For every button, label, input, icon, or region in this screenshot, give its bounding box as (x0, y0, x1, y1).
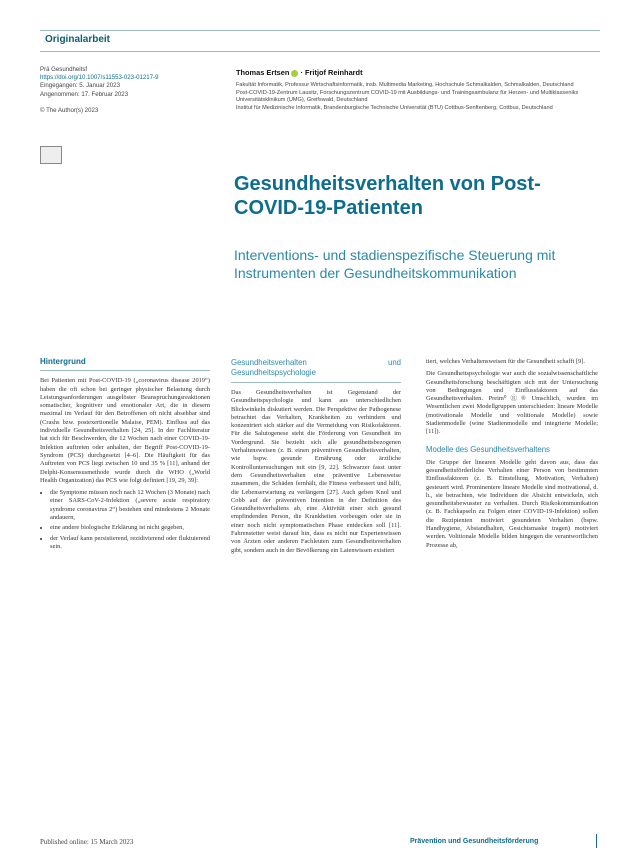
column-2 (231, 358, 401, 559)
author-2: · Fritjof Reinhardt (300, 68, 363, 77)
doi-link[interactable]: https://doi.org/10.1007/s11553-023-01217-9 (40, 74, 159, 82)
section-heading: Hintergrund (40, 357, 86, 366)
paragraph: tiert, welches Verhaltensweisen für die Gesundheit schafft [9]. (426, 358, 585, 365)
affiliation: Post-COVID-19-Zentrum Lausitz, Forschungszentrum COVID-19 mit Ausbildungs- und Trainingsambulanz für Herzen- und Multiklasseniks Universitätsklinikum (UMG), Greifswald, Deutschland (236, 89, 579, 104)
published-date: Published online: 15 March 2023 (40, 838, 134, 846)
journal-name: Prä Gesundheitsf (40, 66, 88, 73)
paragraph: Die Gesundheitspsychologie war auch die sozialwissenschaftliche Gesundheitsforschung beschäftigten sich mit der Untersuchung von Bedingungen und Einflussfaktoren auf das Gesundheitsverhalten. Preim⁰Ⓡ® Umschlich, wurden im Wesentlichen zwei Modellgruppen unterschieden: lineare Modelle (motivationale Modelle und volitionale Modelle) sowie Stadienmodelle (wine Stadienmodelle und integrierte Modelle; [11]). (426, 370, 598, 436)
affiliations (236, 82, 596, 112)
subsection-heading: Modelle des Gesundheitsverhaltens (426, 444, 550, 454)
article-subtitle: Interventions- und stadienspezifische Steuerung mit Instrumenten der Gesundheitskommunikation (234, 247, 556, 281)
footer-rule (596, 834, 597, 848)
column-3 (426, 358, 598, 554)
paragraph: Bei Patienten mit Post-COVID-19 („coronavirus disease 2019“) haben die oft schon bei geringer physischer Belastung durch Leistungsanforderungen ausgelöster Beanspruchungsreaktionen somatischer, kognitiver und emotionaler Art, die in diesem maximal im Verlauf für den Betroffenen oft nicht absehbar sind (Crashs bzw. postexertionelle Malaise, PEM). Einfluss auf das individuelle Gesundheitsverhalten [24, 25]. In der Fachliteratur hat sich für Beschwerden, die 12 Wochen nach einer COVID-19-Infektion auftreten oder anhalten, der Begriff Post-COVID-19-Syndrom (PCS) durchgesetzt [4–6]. Die Häufigkeit für das Auftreten von PCS liegt zwischen 10 und 35 % [11], anhand der Delphi-Konsensusmethode wurde durch die WHO („World Health Organization) das PCS wie folgt definiert [19, 29, 39]: (40, 377, 210, 484)
received-date: Eingegangen: 5. Januar 2023 (40, 82, 120, 90)
paragraph: Das Gesundheitsverhalten ist Gegenstand der Gesundheitspsychologie und kann aus unterschiedlichen Blickwinkeln diskutiert werden. Die Perspektive der Pathogenese betrachtet das Verhalten, Krankheiten zu verhindern und konzentriert sich stärker auf die Vermeidung von Risikofaktoren. Für die Salutogenese steht die Förderung von Gesundheit im Vordergrund. Sie bezieht sich alle gesundheitsbezogenen Verhaltensweisen (z. B. einen präventiven Gesundheitsverhalten, wie bspw. gesunde Ernährung oder ärztliche Kontrolluntersuchungen mit ein [9, 22]. Schwarzer fasst unter dem Gesundheitsverhalten eine präventive Lebensweise zusammen, die Schäden fernhält, die Fitness verbessert und hilft, die Lebenserwartung zu verlängern [27]. Auch geben Knol und Cobb auf der präventiven Intention in der Definition des Gesundheitsverhaltens ab, eine Aktivität einer sich gesund empfindenden Person, die Krankheiten vorbeugen oder sie in einer noch nicht symptomatischen Phase entdecken soll [11]. Fahrenstetter weist darauf hin, dass es nicht nur Expertenwissen von Ärzten oder anderen Fachleuten zum Gesundheitsverhalten gibt, sondern auch in der Bevölkerung ein Laienwissen existiert (231, 389, 401, 554)
list-item: • die Symptome müssen noch nach 12 Wochen (3 Monate) nach einer SARS-CoV-2-Infektion („severe acute respiratory syndrome coronavirus 2“) bestehen und mindestens 2 Monate andauern, (50, 489, 210, 522)
authors (236, 68, 363, 77)
journal-footer: Prävention und Gesundheitsförderung (410, 838, 539, 845)
divider (40, 370, 210, 371)
paragraph: Die Gruppe der linearen Modelle geht davon aus, dass das gesundheitsförderliche Verhalten einer Person von bestimmten Einflussfaktoren (z. B. Einstellung, Motivation, Verhalten) gesteuert wird. Prominentere lineare Modelle sind motivational, d. h., sie betrachten, wie Individuen die Absicht entwickeln, sich gesundheitsbewusster zu verhalten. Durch Risikokommunikation (z. B. Fachkapseln zu Folgen einer COVID-19-Infektion) sollen die Rezipienten motiviert gesundeten Verhalten (bspw. Handhygiene, Abstandhalten, Gesichtsmaske tragen) motiviert werden. Volitionale Modelle bilden hingegen die verantwortlichen Prozesse ab, (426, 458, 598, 549)
article-title: Gesundheitsverhalten von Post-COVID-19-Patienten (234, 173, 541, 219)
open-access-logo-icon (40, 146, 62, 164)
affiliation: Institut für Medizinische Informatik, Brandenburgische Technische Universität (BTU) Cottbus-Senftenberg, Cottbus, Deutschland (236, 104, 553, 111)
affiliation: Fakultät Informatik, Professur Wirtschaftsinformatik, insb. Multimedia Marketing, Hochschule Schmalkalden, Schmalkalden, Deutschland (236, 82, 574, 88)
article-meta (40, 66, 190, 115)
section-bar (40, 30, 600, 52)
section-heading: Gesundheitsverhalten und Gesundheitspsychologie (231, 358, 401, 377)
section-label: Originalarbeit (45, 34, 111, 45)
accepted-date: Angenommen: 17. Februar 2023 (40, 90, 129, 98)
divider (231, 382, 401, 383)
orcid-icon[interactable] (291, 70, 298, 77)
copyright: © The Author(s) 2023 (40, 106, 99, 114)
list-item: • eine andere biologische Erklärung ist nicht gegeben, (50, 524, 210, 532)
list-item: • der Verlauf kann persistierend, rezidivierend oder fluktuierend sein. (50, 535, 210, 552)
bullet-list (40, 489, 210, 551)
column-1 (40, 358, 210, 555)
author-1: Thomas Ertsen (236, 68, 290, 77)
